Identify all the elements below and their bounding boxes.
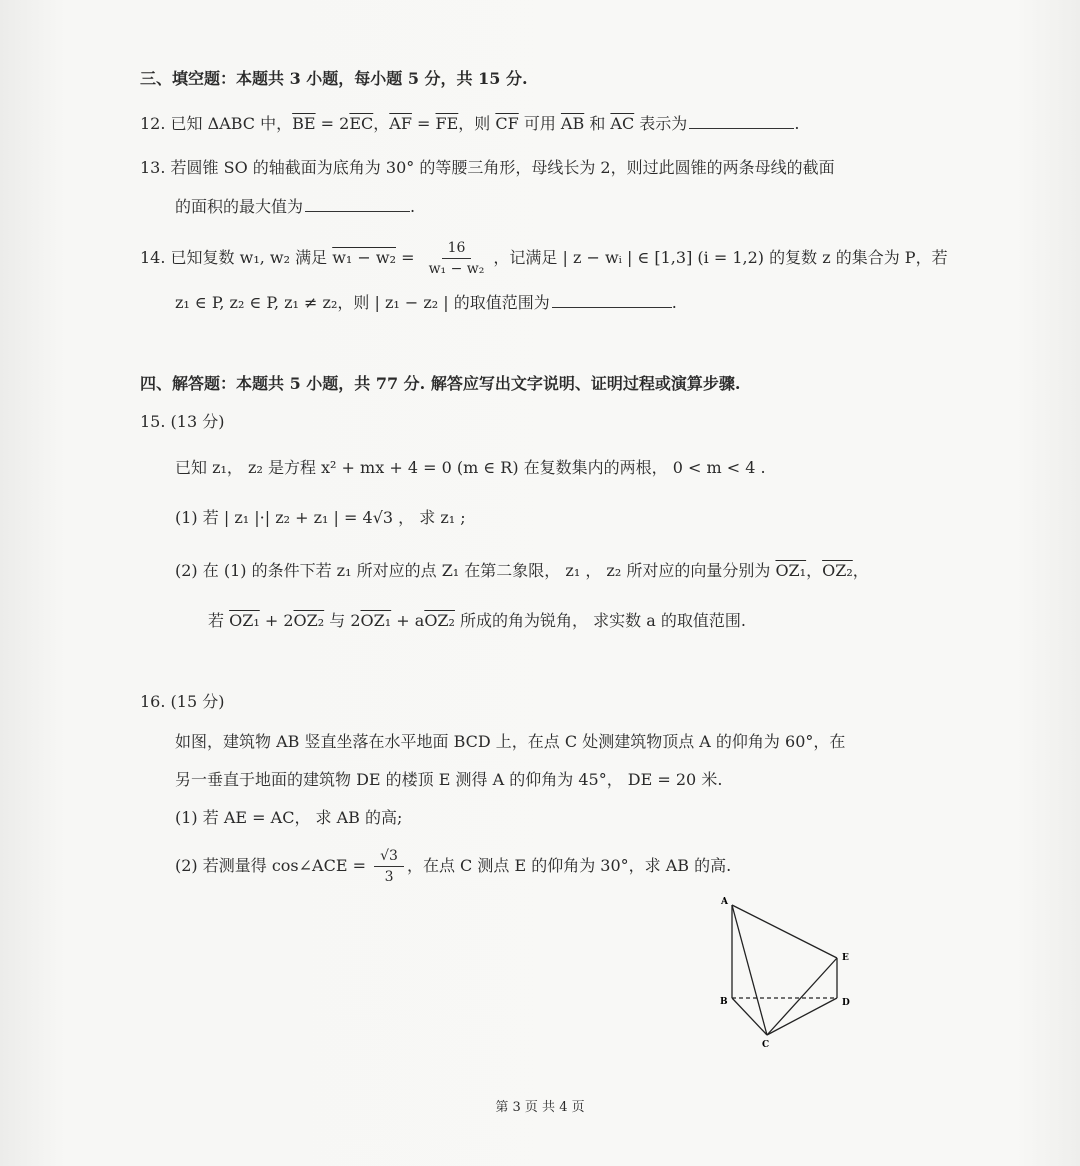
q13-text-line2: 的面积的最大值为 bbox=[175, 197, 304, 216]
edge-cd bbox=[767, 998, 837, 1035]
question-13-line2 bbox=[175, 195, 415, 219]
section-3-title: 三、填空题：本题共 3 小题，每小题 5 分，共 15 分. bbox=[140, 69, 528, 88]
q15-cont-b: 所成的角为锐角， 求实数 a 的取值范围. bbox=[454, 611, 746, 630]
question-12 bbox=[140, 112, 799, 136]
q16-line1: 如图，建筑物 AB 竖直坐落在水平地面 BCD 上，在点 C 处测建筑物顶点 A 的仰角为 60°，在 bbox=[175, 732, 846, 751]
label-b: B bbox=[720, 997, 728, 1007]
answer-blank-13[interactable] bbox=[305, 197, 410, 212]
vector-be: $\overline{BE}$ bbox=[292, 114, 316, 133]
q16-fraction bbox=[374, 846, 404, 887]
q15-intro: 已知 z₁， z₂ 是方程 x² + mx + 4 = 0 (m ∈ R) 在复数集内的两根， 0 < m < 4 . bbox=[175, 458, 766, 477]
edge-ce bbox=[767, 958, 837, 1035]
vector-oz1-c: OZ₁ bbox=[360, 611, 392, 630]
q15-cont-with: 与 2 bbox=[324, 611, 361, 630]
q16-part1: (1) 若 AE = AC， 求 AB 的高; bbox=[175, 808, 403, 827]
q15-part1: (1) 若 | z₁ |·| z₂ + z₁ | = 4√3 ， 求 z₁ ; bbox=[175, 508, 466, 527]
q15-header: 15. (13 分) bbox=[140, 412, 225, 431]
edge-ac bbox=[732, 905, 767, 1035]
q12-end: . bbox=[794, 114, 800, 133]
q12-text-d: 和 bbox=[584, 114, 611, 133]
edge-ae bbox=[732, 905, 837, 958]
answer-blank-14[interactable] bbox=[552, 293, 672, 308]
q14-number: 14. bbox=[140, 248, 166, 267]
q16-part2 bbox=[175, 846, 731, 887]
q16-line2: 另一垂直于地面的建筑物 DE 的楼顶 E 测得 A 的仰角为 45°， DE = 20 米. bbox=[175, 770, 723, 789]
q15-part2-cont bbox=[208, 609, 746, 633]
q15-part2-sep: ， bbox=[806, 561, 823, 580]
vector-oz2: OZ₂ bbox=[822, 561, 853, 580]
question-14-line2 bbox=[175, 291, 677, 315]
q13-text-line1: 若圆锥 SO 的轴截面为底角为 30° 的等腰三角形，母线长为 2，则过此圆锥的两条母线的截面 bbox=[170, 158, 835, 177]
q16-header: 16. (15 分) bbox=[140, 692, 225, 711]
q15-cont-plus2: + a bbox=[391, 611, 425, 630]
q12-text-e: 表示为 bbox=[634, 114, 688, 133]
q14-end: . bbox=[671, 293, 677, 312]
page-footer: 第 3 页 共 4 页 bbox=[495, 1100, 585, 1115]
vector-oz2-b: OZ₂ bbox=[293, 611, 325, 630]
q12-number: 12. bbox=[140, 114, 166, 133]
q15-part2-end: ， bbox=[852, 561, 869, 580]
vector-oz1: OZ₁ bbox=[775, 561, 807, 580]
q12-text-a: 已知 ΔABC 中， bbox=[170, 114, 293, 133]
q16-frac-den: 3 bbox=[384, 869, 394, 885]
section-4-title: 四、解答题：本题共 5 小题，共 77 分. 解答应写出文字说明、证明过程或演算步骤. bbox=[140, 374, 741, 393]
geometry-figure bbox=[715, 893, 865, 1053]
q14-text-line2: z₁ ∈ P, z₂ ∈ P, z₁ ≠ z₂，则 | z₁ − z₂ | 的取值范围为 bbox=[175, 293, 550, 312]
q12-text-c: 可用 bbox=[518, 114, 561, 133]
label-c: C bbox=[762, 1040, 770, 1050]
q14-text-b: ，记满足 | z − wᵢ | ∈ [1,3] (i = 1,2) 的复数 z 的集合为 P，若 bbox=[493, 248, 948, 267]
q14-fraction bbox=[423, 238, 491, 279]
q15-cont-a: 若 bbox=[208, 611, 230, 630]
q13-number: 13. bbox=[140, 158, 166, 177]
q12-text-b: ，则 bbox=[458, 114, 496, 133]
vector-oz2-c: OZ₂ bbox=[424, 611, 455, 630]
label-a: A bbox=[721, 897, 728, 907]
q15-cont-plus: + 2 bbox=[259, 611, 294, 630]
label-e: E bbox=[842, 953, 849, 963]
q14-conjugate-diff: w₁ − w₂ bbox=[332, 248, 396, 267]
q16-frac-num: √3 bbox=[374, 846, 404, 867]
q13-end: . bbox=[410, 197, 416, 216]
vector-fe: $\overline{FE}$ bbox=[435, 114, 459, 133]
q12-sep1: ， bbox=[373, 114, 390, 133]
q14-eq: = bbox=[396, 248, 420, 267]
q16-part2-end: ，在点 C 测点 E 的仰角为 30°，求 AB 的高. bbox=[406, 856, 732, 875]
question-14-line1 bbox=[140, 238, 948, 279]
q15-part2 bbox=[175, 559, 869, 583]
vector-cf: $\overline{CF}$ bbox=[495, 114, 519, 133]
q14-frac-numerator: 16 bbox=[442, 238, 472, 259]
q14-frac-denominator: w₁ − w₂ bbox=[428, 261, 485, 277]
q12-eq1: = 2 bbox=[315, 114, 350, 133]
vector-oz1-b: OZ₁ bbox=[229, 611, 260, 630]
question-13-line1 bbox=[140, 156, 835, 180]
q12-eq2: = bbox=[411, 114, 436, 133]
label-d: D bbox=[842, 998, 850, 1008]
q16-part2-text: (2) 若测量得 cos∠ACE = bbox=[175, 856, 372, 875]
q15-part2-text: (2) 在 (1) 的条件下若 z₁ 所对应的点 Z₁ 在第二象限， z₁ ， z₂ 所对应的向量分别为 bbox=[175, 561, 776, 580]
vector-ac: $\overline{AC}$ bbox=[610, 114, 635, 133]
vector-ab: $\overline{AB}$ bbox=[560, 114, 585, 133]
answer-blank-12[interactable] bbox=[689, 114, 794, 129]
q14-text-a: 已知复数 w₁, w₂ 满足 bbox=[170, 248, 333, 267]
vector-ec: $\overline{EC}$ bbox=[349, 114, 374, 133]
vector-af: $\overline{AF}$ bbox=[389, 114, 412, 133]
